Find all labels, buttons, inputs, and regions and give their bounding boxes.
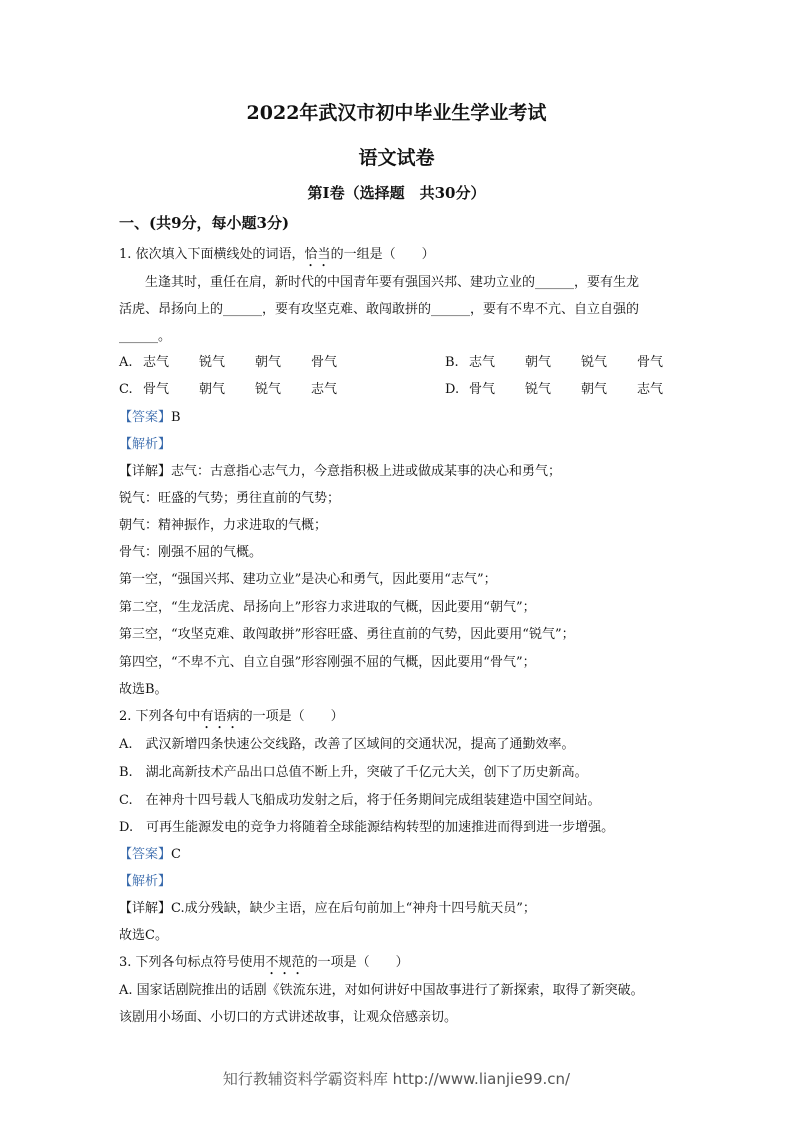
q2-detail-line: 故选C。 <box>119 928 168 943</box>
q1-option-a: A. 志气 锐气 朝气 骨气 <box>119 355 338 370</box>
q1-emphasis: 恰当 <box>304 247 331 262</box>
q2-stem: 2. 下列各句中有语病的一项是（ ） <box>119 709 344 724</box>
q1-passage-line: ______。 <box>119 329 172 344</box>
q2-option-d: D. 可再生能源发电的竞争力将随着全球能源结构转型的加速推进而得到进一步增强。 <box>119 820 615 835</box>
q3-option-a-line: A. 国家话剧院推出的话剧《铁流东进，对如何讲好中国故事进行了新探索，取得了新突破。 <box>119 983 644 998</box>
q1-analysis-tag: 【解析】 <box>119 437 172 452</box>
q1-detail-line: 第四空，“不卑不亢、自立自强”形容刚强不屈的气概，因此要用“骨气”； <box>119 655 536 670</box>
q1-option-d: D. 骨气 锐气 朝气 志气 <box>445 382 664 397</box>
exam-title: 2022年武汉市初中毕业生学业考试 <box>246 102 547 124</box>
q2-option-c: C. 在神舟十四号载人飞船成功发射之后，将于任务期间完成组装建造中国空间站。 <box>119 793 601 808</box>
footer-watermark: 知行教辅资料学霸资料库 http://www.lianjie99.cn/ <box>222 1070 571 1088</box>
q1-stem: 1. 依次填入下面横线处的词语，恰当的一组是（ ） <box>119 247 435 262</box>
part-heading: 第Ⅰ卷（选择题 共30分） <box>307 184 486 202</box>
q1-passage-line: 生逢其时，重任在肩，新时代的中国青年要有强国兴邦、建功立业的______，要有生龙 <box>145 275 640 290</box>
q2-answer: 【答案】C <box>119 847 181 862</box>
q1-detail-line: 故选B。 <box>119 682 168 697</box>
q2-option-a: A. 武汉新增四条快速公交线路，改善了区域间的交通状况，提高了通勤效率。 <box>119 737 575 752</box>
q1-passage-line: 活虎、昂扬向上的______，要有攻坚克难、敢闯敢拼的______，要有不卑不亢、自立自强的 <box>119 302 640 317</box>
q3-stem: 3. 下列各句标点符号使用不规范的一项是（ ） <box>119 955 409 970</box>
q1-detail-line: 【详解】志气：古意指心志气力，今意指积极上进或做成某事的决心和勇气； <box>119 464 562 479</box>
q1-detail-line: 锐气：旺盛的气势；勇往直前的气势； <box>119 491 341 506</box>
q1-detail-line: 第一空，“强国兴邦、建功立业”是决心和勇气，因此要用“志气”； <box>119 572 497 587</box>
exam-subtitle: 语文试卷 <box>358 147 435 169</box>
q1-answer: 【答案】B <box>119 410 181 425</box>
q1-detail-line: 朝气：精神振作，力求进取的气概； <box>119 518 328 533</box>
q1-detail-line: 骨气：刚强不屈的气概。 <box>119 545 263 560</box>
q2-emphasis: 有语病 <box>200 709 240 724</box>
q3-emphasis: 不规范 <box>265 955 305 970</box>
q2-analysis-tag: 【解析】 <box>119 874 172 889</box>
q1-detail-line: 第三空，“攻坚克难、敢闯敢拼”形容旺盛、勇往直前的气势，因此要用“锐气”； <box>119 627 575 642</box>
q2-option-b: B. 湖北高新技术产品出口总值不断上升，突破了千亿元大关，创下了历史新高。 <box>119 765 588 780</box>
q3-option-a-line: 该剧用小场面、小切口的方式讲述故事，让观众倍感亲切。 <box>119 1010 458 1025</box>
q2-detail-line: 【详解】C.成分残缺，缺少主语，应在后句前加上“神舟十四号航天员”； <box>119 901 536 916</box>
q1-option-b: B. 志气 朝气 锐气 骨气 <box>445 355 664 370</box>
q1-detail-line: 第二空，“生龙活虎、昂扬向上”形容力求进取的气概，因此要用“朝气”； <box>119 600 536 615</box>
q1-option-c: C. 骨气 朝气 锐气 志气 <box>119 382 338 397</box>
section-heading: 一、(共9分，每小题3分) <box>119 214 290 232</box>
